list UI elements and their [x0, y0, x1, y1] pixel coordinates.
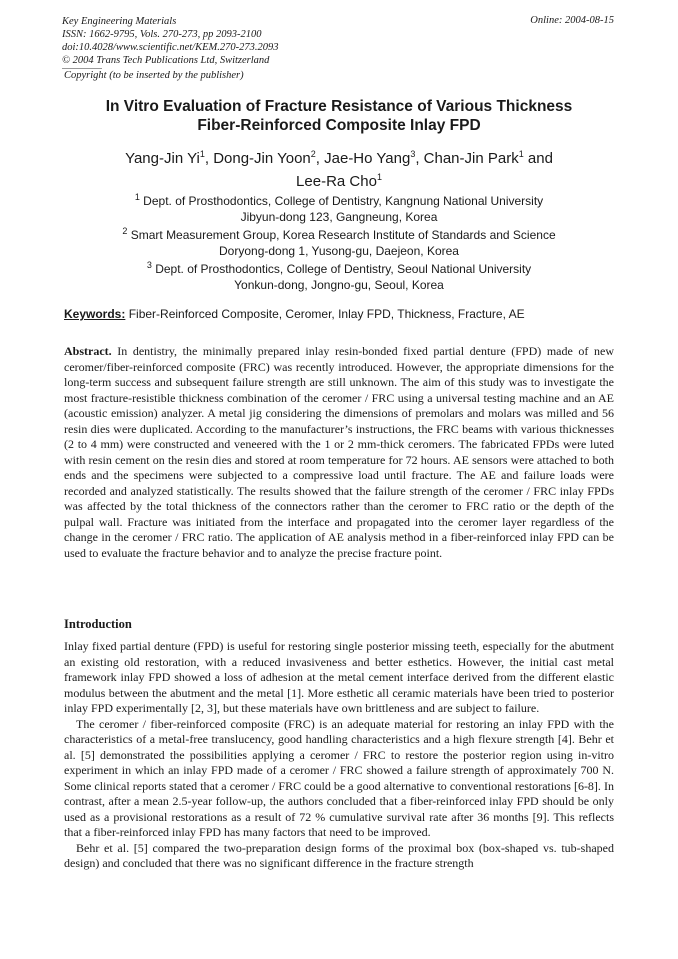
issn-line: ISSN: 1662-9795, Vols. 270-273, pp 2093-2100 [62, 29, 262, 40]
affiliation-line [62, 258, 616, 278]
affiliation-mark: 1 [134, 192, 140, 202]
paper-title [62, 97, 616, 135]
abstract-text: In dentistry, the minimally prepared inlay resin-bonded fixed partial denture (FPD) made of new ceromer/fiber-reinforced composite (FRC) was recently introduced. However, the appropriate dimensions for the long-term success and subsequent failure strength are still unknown. The aim of this study was to investigate the most fracture-resistible thickness combination of the ceromer / FRC using a universal testing machine and an AE (acoustic emission) analyzer. A metal jig considering the dimensions of premolars and molars was milled and 56 resin dies were duplicated. According to the manufacturer’s instructions, the FRC beams with various thicknesses (2 to 4 mm) were constructed and veneered with the 1 or 2 mm-thick ceromers. The fabricated FPDs were luted with resin cement on the resin dies and stored at room temperature for 72 hours. AE sensors were attached to both ends and the specimens were subjected to a compressive load until fracture. The AE and failure loads were recorded and analyzed statistically. The results showed that the failure strength of the ceromer / FRC inlay FPDs was affected by the total thickness of the connectors rather than the ceromer to FRC ratio or the depth of the pulpal wall. Fracture was initiated from the interface and propagated into the ceromer layer regardless of the change in the ceromer / FRC ratio. The application of AE analysis method in a fiber-reinforced inlay FPD can be used to evaluate the fracture behavior and to analyze the precise fracture point. [64, 344, 614, 560]
affiliation-mark: 2 [122, 226, 128, 236]
copyright-line: © 2004 Trans Tech Publications Ltd, Switzerland [62, 55, 270, 66]
author-name: , Jae-Ho Yang [315, 150, 411, 167]
affiliation-3 [62, 258, 616, 293]
author-name: Yang-Jin Yi [125, 150, 200, 167]
author-name: , Chan-Jin Park [415, 150, 519, 167]
journal-name: Key Engineering Materials [62, 16, 177, 27]
author-affiliation-mark: 1 [376, 172, 382, 182]
author-affiliation-mark: 1 [199, 149, 205, 159]
header-rule [62, 68, 102, 69]
author-affiliation-mark: 1 [518, 149, 524, 159]
keywords-text: Fiber-Reinforced Composite, Ceromer, Inlay FPD, Thickness, Fracture, AE [125, 307, 525, 321]
abstract-label: Abstract. [64, 344, 112, 358]
abstract [64, 344, 614, 561]
affiliation-address: Jibyun-dong 123, Gangneung, Korea [240, 209, 438, 224]
paragraph: The ceromer / fiber-reinforced composite (FRC) is an adequate material for restoring an inlay FPD with the characteristics of a metal-free translucency, good handling characteristics and a high flexure strength [4]. Behr et al. [5] demonstrated the possibilities applying a ceromer / FRC to restore the posterior region using in-vitro experiment in which an inlay FPD made of a ceromer / FRC showed a failure strength of approximately 700 N. Some clinical reports stated that a ceromer / FRC could be a good alternative to conventional restorations [6-8]. In contrast, after a mean 2.5-year follow-up, the authors concluded that a fiber-reinforced inlay FPD should be only used as a provisional restorations as a result of 72 % cumulative survival rate after 36 months [9]. This reflects that a fiber-reinforced inlay FPD has many factors that need to be improved. [64, 716, 614, 839]
doi-line: doi:10.4028/www.scientific.net/KEM.270-273.2093 [62, 42, 279, 53]
affiliation-2 [62, 224, 616, 259]
title-line-1: In Vitro Evaluation of Fracture Resistance of Various Thickness [105, 98, 573, 115]
keywords-label: Keywords: [64, 307, 126, 321]
author-line-2 [62, 168, 616, 191]
affiliation-mark: 3 [146, 260, 152, 270]
section-heading-introduction: Introduction [64, 617, 132, 631]
online-date: Online: 2004-08-15 [530, 15, 614, 26]
author-list [62, 145, 616, 191]
affiliation-1 [62, 190, 616, 225]
affiliation-line [62, 224, 616, 244]
author-line-1 [62, 145, 616, 168]
affiliation-text: Dept. of Prosthodontics, College of Dentistry, Seoul National University [151, 262, 532, 276]
affiliation-text: Dept. of Prosthodontics, College of Dentistry, Kangnung National University [139, 194, 544, 208]
paragraph: Behr et al. [5] compared the two-preparation design forms of the proximal box (box-shaped vs. tub-shaped design) and concluded that there was no significant difference in the fracture strength [64, 840, 614, 870]
journal-header [62, 15, 279, 67]
keywords [64, 307, 618, 321]
affiliation-address: Yonkun-dong, Jongno-gu, Seoul, Korea [234, 277, 444, 292]
affiliation-line [62, 190, 616, 210]
author-affiliation-mark: 3 [410, 149, 416, 159]
introduction-body [64, 639, 614, 872]
copyright-placeholder: Copyright (to be inserted by the publisher) [64, 70, 244, 81]
affiliation-address: Doryong-dong 1, Yusong-gu, Daejeon, Korea [219, 243, 459, 258]
author-affiliation-mark: 2 [310, 149, 316, 159]
author-name: , Dong-Jin Yoon [204, 150, 311, 167]
title-line-2: Fiber-Reinforced Composite Inlay FPD [197, 117, 481, 134]
affiliation-text: Smart Measurement Group, Korea Research Institute of Standards and Science [127, 228, 556, 242]
author-conjunction: and [523, 150, 553, 167]
author-name: Lee-Ra Cho [296, 173, 377, 190]
paragraph: Inlay fixed partial denture (FPD) is useful for restoring single posterior missing teeth, especially for the abutment an existing old restoration, with a reduced invasiveness and better esthetics. However, the initial cast metal framework inlay FPD showed a loss of adhesion at the metal cement interface derived from the different elastic modulus between the abutment and the metal [1]. More esthetic all ceramic materials have been tried to posterior inlay FPD experimentally [2, 3], but these materials have own brittleness and are subject to failure. [64, 639, 614, 715]
